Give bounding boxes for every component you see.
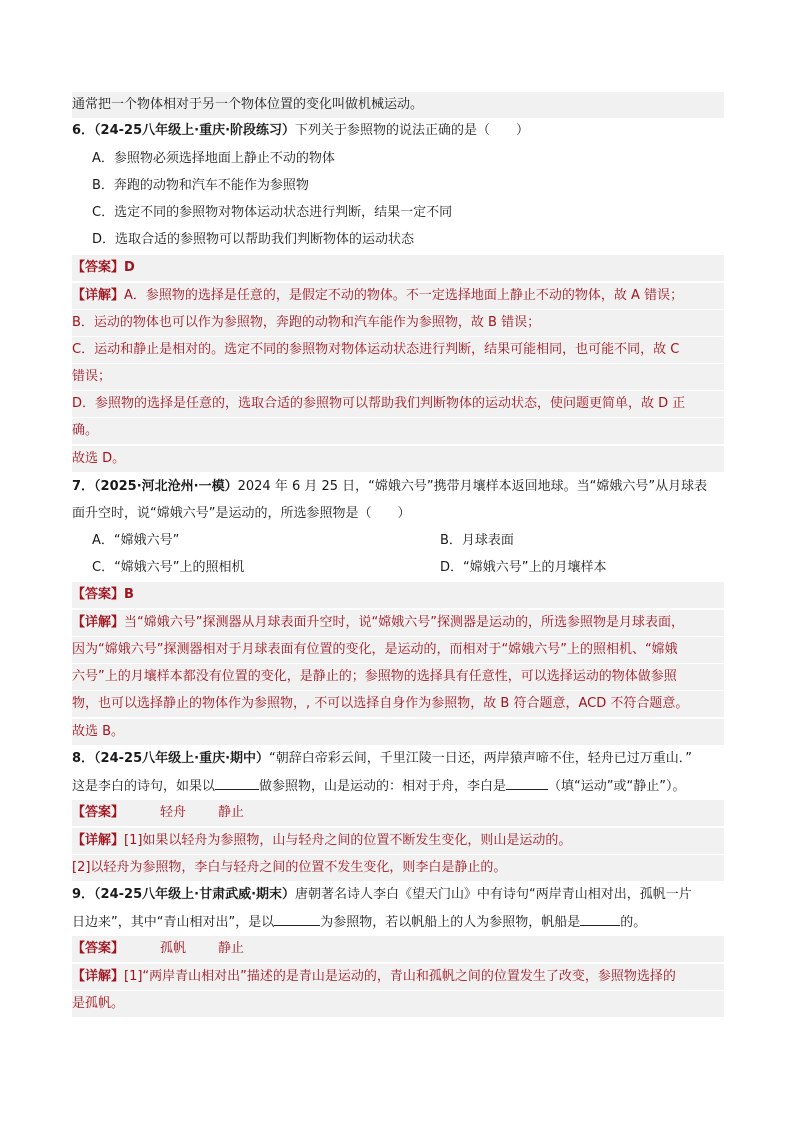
q7-explain-line: 因为“嫦娥六号”探测器相对于月球表面有位置的变化，是运动的，而相对于“嫦娥六号”上的照相机、“嫦娥	[72, 637, 724, 663]
answer-value: 轻舟	[160, 805, 187, 820]
q7-conclusion: 故选 B。	[72, 719, 724, 745]
explain-text: [1]“两岸青山相对出”描述的是青山是运动的，青山和孤帆之间的位置发生了改变，参照物选择的	[124, 969, 676, 984]
explain-text: 当“嫦娥六号”探测器从月球表面升空时，说“嫦娥六号”探测器是运动的，所选参照物是月球表面，	[124, 615, 684, 630]
explain-tag: 【详解】	[72, 615, 125, 630]
question-number: 6．	[72, 123, 95, 138]
question-7-stem-cont: 面升空时，说“嫦娥六号”是运动的，所选参照物是（ ）	[72, 506, 411, 521]
answer-value: D	[124, 260, 135, 275]
q6-option-d: D．选取合适的参照物可以帮助我们判断物体的运动状态	[92, 232, 415, 247]
q9-explain-line	[72, 964, 724, 990]
question-source: （2025·河北沧州·一模）	[94, 479, 238, 494]
explain-tag: 【详解】	[72, 969, 125, 984]
q7-explain-line: 物，也可以选择静止的物体作为参照物，, 不可以选择自身作为参照物，故 B 符合题意，ACD 不符合题意。	[72, 691, 724, 717]
explain-text: [1]如果以轻舟为参照物，山与轻舟之间的位置不断发生变化，则山是运动的。	[124, 833, 572, 848]
q7-answer	[72, 582, 724, 608]
answer-tag: 【答案】	[72, 260, 125, 275]
q7-explain-line: 六号”上的月壤样本都没有位置的变化，是静止的；参照物的选择具有任意性，可以选择运动的物体做参照	[72, 664, 724, 690]
answer-tag: 【答案】	[72, 587, 125, 602]
q7-option-b: B．月球表面	[440, 533, 514, 548]
answer-value: 静止	[218, 805, 245, 820]
answer-value: 孤帆	[160, 941, 187, 956]
q7-options-row-2	[92, 555, 724, 581]
q8-answer	[72, 800, 724, 826]
question-7-stem	[72, 474, 724, 500]
question-text: 唐朝著名诗人李白《望天门山》中有诗句“两岸青山相对出，孤帆一片	[295, 887, 692, 902]
question-text: “朝辞白帝彩云间，千里江陵一日还，两岸猿声啼不住，轻舟已过万重山．”	[269, 751, 692, 766]
question-6-stem	[72, 118, 724, 144]
q6-explain-line: C．运动和静止是相对的。选定不同的参照物对物体运动状态进行判断，结果可能相同，也可能不同，故 C	[72, 337, 724, 363]
question-number: 8．	[72, 751, 95, 766]
q7-option-d: D．“嫦娥六号”上的月壤样本	[440, 560, 607, 575]
q6-conclusion: 故选 D。	[72, 446, 724, 472]
fill-blank[interactable]	[215, 773, 259, 790]
q6-explain-line: B．运动的物体也可以作为参照物，奔跑的动物和汽车能作为参照物，故 B 错误；	[72, 310, 724, 336]
question-source: （24-25八年级上·甘肃武威·期末）	[94, 887, 296, 902]
q7-option-c: C．“嫦娥六号”上的照相机	[92, 560, 245, 575]
q8-explain-line	[72, 828, 724, 854]
question-9-stem-cont	[72, 909, 724, 935]
explain-tag: 【详解】	[72, 288, 125, 303]
q6-option-c: C．选定不同的参照物对物体运动状态进行判断，结果一定不同	[92, 205, 453, 220]
question-text: 日边来”，其中“青山相对出”，是以	[72, 915, 275, 930]
answer-value: 静止	[218, 941, 245, 956]
q6-explain-line	[72, 283, 724, 309]
question-8-stem	[72, 746, 724, 772]
q9-explain-line: 是孤帆。	[72, 991, 724, 1017]
explain-text: A．参照物的选择是任意的，是假定不动的物体。不一定选择地面上静止不动的物体，故 A 错误；	[124, 288, 684, 303]
question-text: 做参照物，山是运动的：相对于舟，李白是	[259, 779, 507, 794]
answer-tag: 【答案】	[72, 941, 125, 956]
answer-tag: 【答案】	[72, 805, 125, 820]
q7-explain-line	[72, 610, 724, 636]
answer-value: B	[124, 587, 134, 602]
q6-option-a: A．参照物必须选择地面上静止不动的物体	[92, 151, 335, 166]
question-text: 的。	[620, 915, 647, 930]
q6-option-b: B．奔跑的动物和汽车不能作为参照物	[92, 178, 309, 193]
question-text: （填“运动”或“静止”）。	[548, 779, 686, 794]
fill-blank[interactable]	[274, 909, 320, 926]
question-8-stem-cont	[72, 773, 724, 799]
question-number: 7．	[72, 479, 95, 494]
question-text: 这是李白的诗句，如果以	[72, 779, 216, 794]
fill-blank[interactable]	[506, 773, 548, 790]
q6-explain-line: D．参照物的选择是任意的，选取合适的参照物可以帮助我们判断物体的运动状态，使问题更简单，故 D 正	[72, 391, 724, 417]
question-text: 下列关于参照物的说法正确的是（ ）	[295, 123, 530, 138]
question-number: 9．	[72, 887, 95, 902]
question-source: （24-25八年级上·重庆·阶段练习）	[94, 123, 296, 138]
q6-answer	[72, 255, 724, 281]
fill-blank[interactable]	[580, 909, 620, 926]
q9-answer	[72, 936, 724, 962]
question-9-stem	[72, 882, 724, 908]
question-source: （24-25八年级上·重庆·期中）	[94, 751, 270, 766]
q7-option-a: A．“嫦娥六号”	[92, 533, 180, 548]
intro-line: 通常把一个物体相对于另一个物体位置的变化叫做机械运动。	[72, 92, 724, 118]
q7-options-row-1	[92, 528, 724, 554]
question-text: 2024 年 6 月 25 日，“嫦娥六号”携带月壤样本返回地球。当“嫦娥六号”从月球表	[237, 479, 708, 494]
explain-tag: 【详解】	[72, 833, 125, 848]
question-text: 为参照物，若以帆船上的人为参照物，帆船是	[320, 915, 581, 930]
q8-explain-line: [2]以轻舟为参照物，李白与轻舟之间的位置不发生变化，则李白是静止的。	[72, 855, 724, 881]
q6-explain-line: 确。	[72, 418, 724, 444]
q6-explain-line: 错误；	[72, 364, 724, 390]
